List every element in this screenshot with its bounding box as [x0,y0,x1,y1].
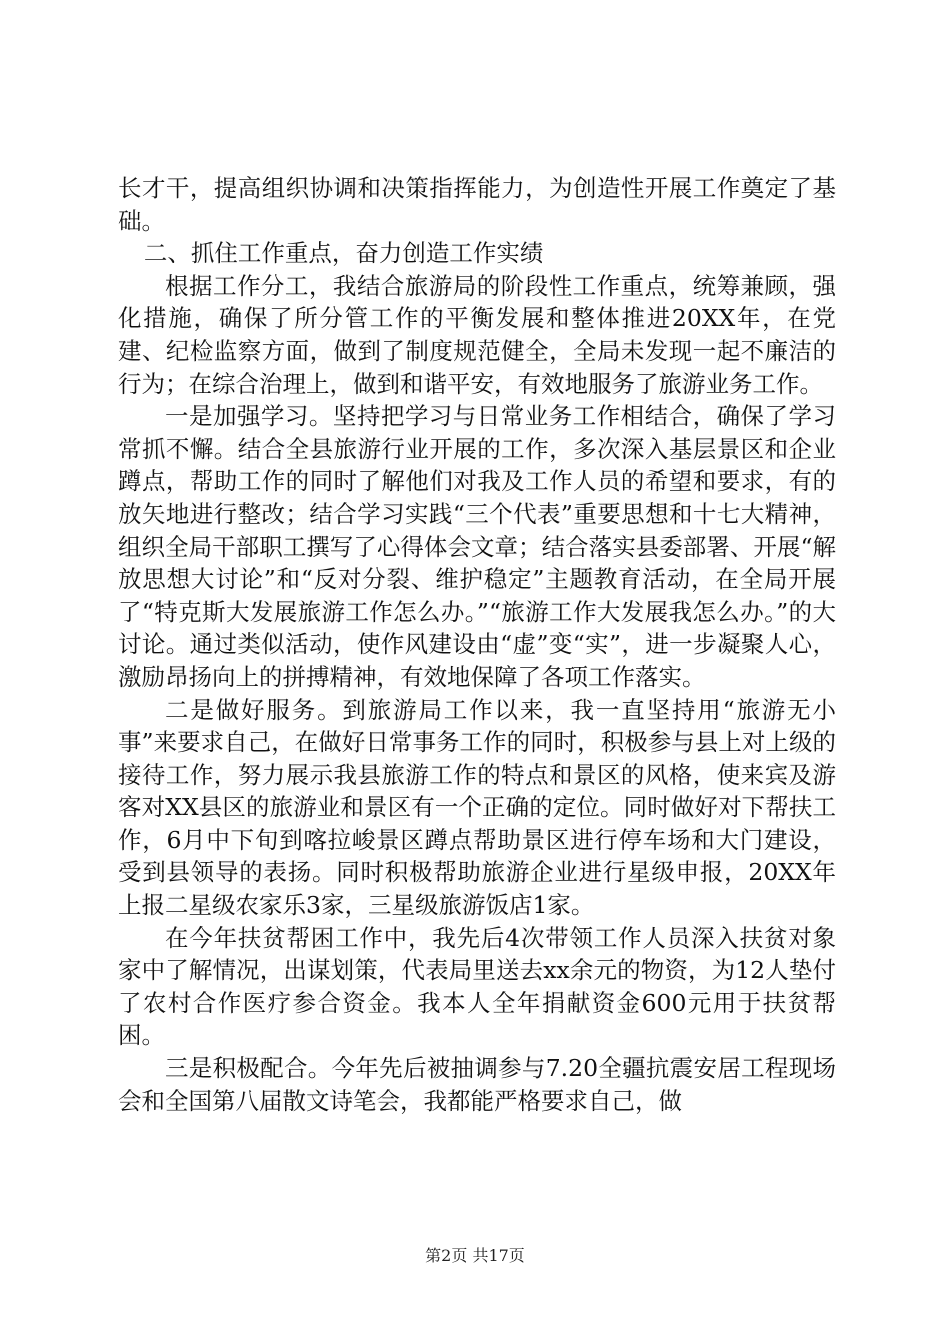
paragraph-active-cooperation: 三是积极配合。今年先后被抽调参与7.20全疆抗震安居工程现场会和全国第八届散文诗笔会，我都能严格要求自己，做 [118,1054,836,1115]
paragraph-strengthen-study: 一是加强学习。坚持把学习与日常业务工作相结合，确保了学习常抓不懈。结合全县旅游行业开展的工作，多次深入基层景区和企业蹲点，帮助工作的同时了解他们对我及工作人员的希望和要求，有的放矢地进行整改；结合学习实践“三个代表”重要思想和十七大精神，组织全局干部职工撰写了心得体会文章；结合落实县委部署、开展“解放思想大讨论”和“反对分裂、维护稳定”主题教育活动，在全局开展了“特克斯大发展旅游工作怎么办。”“旅游工作大发展我怎么办。”的大讨论。通过类似活动，使作风建设由“虚”变“实”，进一步凝聚人心，激励昂扬向上的拼搏精神，有效地保障了各项工作落实。 [118,402,836,691]
paragraph-continuation: 长才干，提高组织协调和决策指挥能力，为创造性开展工作奠定了基础。 [118,174,836,235]
section-heading: 二、抓住工作重点，奋力创造工作实绩 [143,239,544,268]
paragraph-work-division: 根据工作分工，我结合旅游局的阶段性工作重点，统筹兼顾，强化措施，确保了所分管工作的平衡发展和整体推进20XX年，在党建、纪检监察方面，做到了制度规范健全，全局未发现一起不廉洁的行为；在综合治理上，做到和谐平安，有效地服务了旅游业务工作。 [118,271,836,398]
page-footer: 第2页 共17页 [425,1246,525,1265]
paragraph-poverty-relief: 在今年扶贫帮困工作中，我先后4次带领工作人员深入扶贫对象家中了解情况，出谋划策，代表局里送去xx余元的物资，为12人垫付了农村合作医疗参合资金。我本人全年捐献资金600元用于扶贫帮困。 [118,923,836,1050]
document-body [118,172,836,1117]
paragraph-good-service: 二是做好服务。到旅游局工作以来，我一直坚持用“旅游无小事”来要求自己，在做好日常事务工作的同时，积极参与县上对上级的接待工作，努力展示我县旅游工作的特点和景区的风格，使来宾及游客对XX县区的旅游业和景区有一个正确的定位。同时做好对下帮扶工作，6月中下旬到喀拉峻景区蹲点帮助景区进行停车场和大门建设，受到县领导的表扬。同时积极帮助旅游企业进行星级申报，20XX年上报二星级农家乐3家，三星级旅游饭店1家。 [118,695,836,920]
